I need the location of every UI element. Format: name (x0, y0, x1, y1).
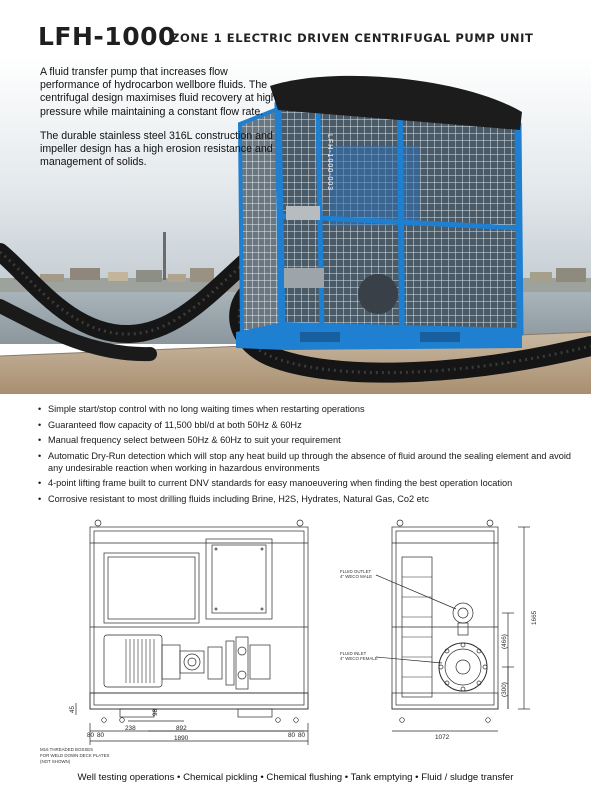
product-subtitle: ZONE 1 ELECTRIC DRIVEN CENTRIFUGAL PUMP UNIT (171, 31, 534, 45)
dim-300: (300) (501, 682, 508, 697)
bullet-icon: • (38, 478, 42, 489)
feature-item: • Manual frequency select between 50Hz & 60Hz to suit your requirement (38, 435, 341, 446)
bullet-icon: • (38, 404, 42, 414)
note-line-2: FOR WELD DOWN DECK PLATES (40, 753, 110, 758)
feature-list (38, 404, 578, 509)
inlet-label-1: FLUID INLET (340, 651, 367, 656)
product-model: LFH-1000 (38, 22, 176, 51)
feature-item: • Automatic Dry-Run detection which will stop any heat build up through the absence of fluid around the sealing element and avoid any undesirable reaction when working in hazardous environments (38, 450, 571, 473)
bullet-icon: • (38, 493, 42, 504)
dim-1072: 1072 (435, 734, 450, 741)
feature-item: • Corrosive resistant to most drilling fluids including Brine, H2S, Hydrates, Natural Gas, Co2 etc (38, 493, 429, 504)
feature-item: • Simple start/stop control with no long waiting times when restarting operations (38, 404, 365, 414)
dim-80-left-b: 80 (97, 732, 105, 739)
outlet-label-2: 4" WECO MALE (340, 574, 373, 579)
bullet-icon: • (38, 419, 42, 430)
intro-paragraph-1: A fluid transfer pump that increases flow performance of hydrocarbon wellbore fluids. The centrifugal design maximises fluid recovery at high pressure while maintaining a constant flow rate. (40, 66, 277, 118)
dim-238: 238 (125, 725, 136, 732)
hero-photo (0, 56, 591, 394)
dim-98: 98 (152, 708, 159, 716)
end-elevation (376, 520, 530, 731)
frame-label: LFH-1000-003 (326, 134, 333, 192)
dim-80-right-b: 80 (298, 732, 306, 739)
dim-466: (466) (501, 634, 508, 649)
outlet-label-1: FLUID OUTLET (340, 569, 372, 574)
technical-drawing (30, 517, 570, 769)
page-header (38, 22, 558, 52)
note-line-3: (NOT SHOWN) (40, 759, 71, 764)
intro-paragraph-2: The durable stainless steel 316L construction and impeller design has a high erosion resistance and management of solids. (40, 129, 273, 169)
dim-892: 892 (176, 725, 187, 732)
feature-item: • 4-point lifting frame built to current DNV standards for easy manoeuvering when finding the best operation location (38, 478, 513, 489)
feature-item: • Guaranteed flow capacity of 11,500 bbl/d at both 50Hz & 60Hz (38, 419, 302, 430)
intro-text (40, 66, 280, 180)
dim-1890: 1890 (174, 735, 189, 742)
inlet-label-2: 4" WECO FEMALE (340, 656, 378, 661)
dim-80-left-a: 80 (87, 732, 95, 739)
dim-1665: 1665 (531, 610, 538, 625)
dim-45: 45 (69, 705, 76, 713)
bullet-icon: • (38, 435, 42, 446)
dim-80-right-a: 80 (288, 732, 296, 739)
side-elevation (76, 520, 308, 745)
applications-footer: Well testing operations • Chemical pickling • Chemical flushing • Tank emptying • Fluid / sludge transfer (77, 772, 514, 783)
note-line-1: M16 THREADED BOSSES (40, 747, 94, 752)
bullet-icon: • (38, 450, 42, 461)
